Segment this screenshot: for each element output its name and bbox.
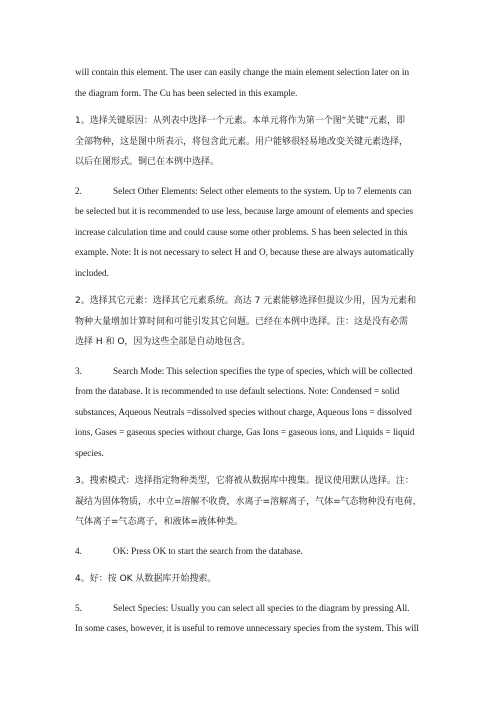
item-number: 4. [75, 545, 82, 556]
text-line-content: OK: Press OK to start the search from the database. [113, 545, 303, 556]
text-line: 选择 H 和 O，因为这些全部是自动地包含。 [75, 337, 251, 347]
paragraph-en-2 [75, 181, 427, 284]
document-page [75, 62, 427, 639]
paragraph-en-intro [75, 62, 427, 103]
paragraph-en-3 [75, 361, 427, 464]
item-number: 3. [75, 365, 82, 376]
text-line: 3。搜索模式：选择指定物种类型，它将被从数据库中搜集。提议使用默认选择。注： [75, 476, 414, 486]
paragraph-zh-4 [75, 569, 427, 590]
text-line: 以后在图形式。铜已在本例中选择。 [75, 157, 220, 167]
text-line-content: Select Other Elements: Select other elements to the system. Up to 7 elements can [113, 185, 412, 196]
text-line [75, 361, 427, 382]
text-line: be selected but it is recommended to use less, because large amount of elements and species [75, 206, 414, 216]
text-line: increase calculation time and could cause some other problems. S has been selected in this [75, 226, 408, 237]
item-number: 5. [75, 602, 82, 613]
text-line: included. [75, 267, 109, 278]
text-line [75, 181, 427, 202]
paragraph-zh-2 [75, 291, 427, 353]
text-line: 2。选择其它元素：选择其它元素系统。高达 7 元素能够选择但提议少用，因为元素和 [75, 296, 417, 306]
paragraph-en-5 [75, 598, 427, 639]
text-line-content: Select Species: Usually you can select all species to the diagram by pressing All. [113, 602, 410, 613]
text-line [75, 598, 427, 619]
text-line [75, 541, 427, 562]
text-line: species. [75, 447, 104, 458]
text-line: will contain this element. The user can easily change the main element selection later on in [75, 67, 410, 77]
text-line: In some cases, however, it is useful to remove unnecessary species from the system. This will [75, 623, 419, 633]
text-line: 凝结为固体物质，水中立=溶解不收费，水离子=溶解离子，气体=气态物种没有电荷， [75, 496, 422, 507]
text-line: 1。选择关键原因：从列表中选择一个元素。本单元将作为第一个图“关键”元素，即 [75, 116, 406, 126]
paragraph-zh-3 [75, 471, 427, 533]
text-line: 气体离子=气态离子，和液体=液体种类。 [75, 517, 244, 527]
text-line: from the database. It is recommended to use default selections. Note: Condensed = solid [75, 386, 400, 396]
text-line: 4。好：按 OK 从数据库开始搜索。 [75, 574, 217, 584]
item-number: 2. [75, 185, 82, 196]
text-line: the diagram form. The Cu has been selected in this example. [75, 87, 298, 98]
text-line: example. Note: It is not necessary to select H and O, because these are always automatically [75, 247, 415, 257]
paragraph-zh-1 [75, 111, 427, 173]
text-line: 全部物种，这是图中所表示，将包含此元素。用户能够很轻易地改变关键元素选择， [75, 136, 409, 147]
text-line: 物种大量增加计算时间和可能引发其它问题。已经在本例中选择。注：这是没有必需 [75, 316, 409, 327]
text-line: ions, Gases = gaseous species without charge, Gas Ions = gaseous ions, and Liquids = liquid [75, 427, 415, 437]
text-line-content: Search Mode: This selection specifies the type of species, which will be collected [113, 365, 413, 376]
text-line: substances, Aqueous Neutrals =dissolved species without charge, Aqueous Ions = dissolved [75, 406, 412, 417]
paragraph-en-4 [75, 541, 427, 562]
